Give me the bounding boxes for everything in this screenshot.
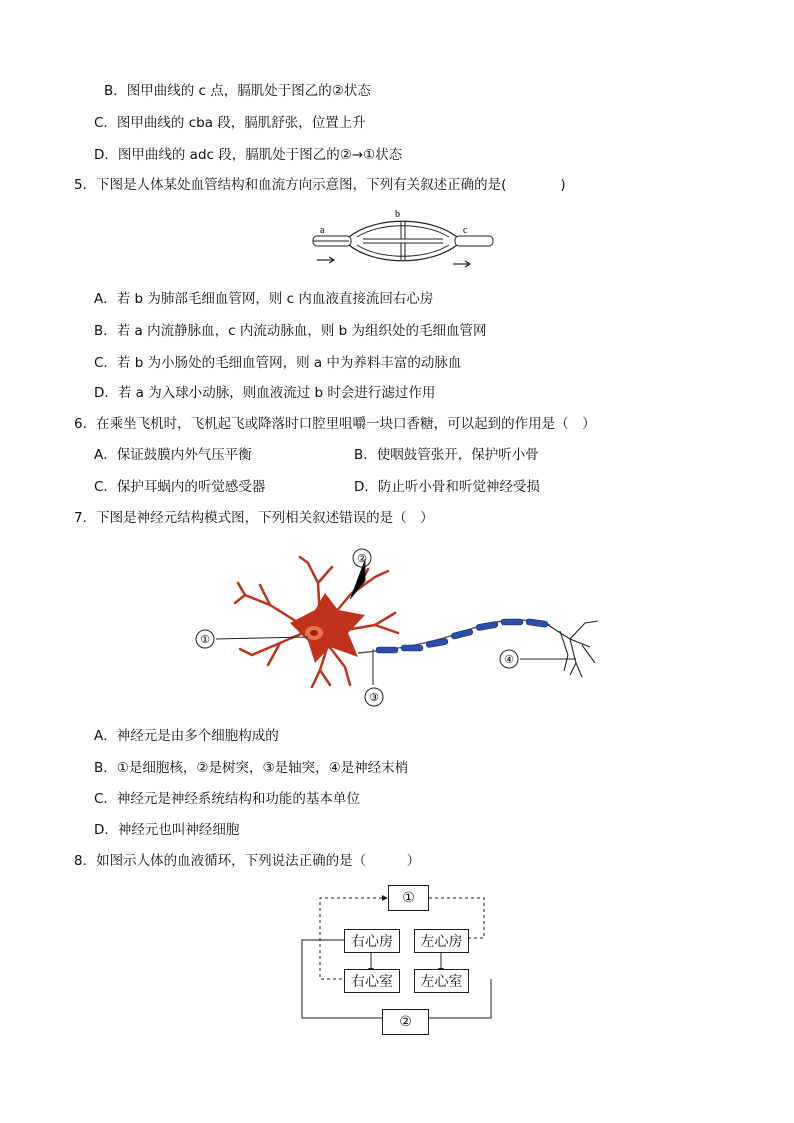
neuron-label-3: ③: [369, 691, 379, 704]
q6-option-a: A．保证鼓膜内外气压平衡: [94, 447, 252, 463]
q7-option-d: D．神经元也叫神经细胞: [94, 822, 240, 838]
label-b: b: [395, 209, 400, 220]
q7-stem: 7．下图是神经元结构模式图，下列相关叙述错误的是（ ）: [74, 510, 434, 526]
neuron-diagram: [190, 545, 610, 710]
q6-option-d: D．防止听小骨和听觉神经受损: [354, 479, 540, 495]
right-ventricle-box: 右心室: [344, 969, 400, 993]
circulation-box-2: ②: [382, 1009, 429, 1035]
q7-option-c: C．神经元是神经系统结构和功能的基本单位: [94, 791, 360, 807]
neuron-label-2: ②: [357, 552, 367, 565]
q7-option-b: B．①是细胞核，②是树突，③是轴突，④是神经末梢: [94, 760, 409, 776]
q5-option-c: C．若 b 为小肠处的毛细血管网，则 a 中为养料丰富的动脉血: [94, 355, 462, 371]
q8-stem: 8．如图示人体的血液循环，下列说法正确的是（ ）: [74, 853, 421, 869]
q6-option-c: C．保护耳蜗内的听觉感受器: [94, 479, 266, 495]
circulation-diagram: [298, 882, 498, 1040]
neuron-label-1: ①: [200, 633, 210, 646]
label-a: a: [320, 225, 325, 236]
q4-option-b: B．图甲曲线的 c 点，膈肌处于图乙的②状态: [104, 83, 371, 99]
right-atrium-box: 右心房: [344, 929, 400, 953]
left-atrium-box: 左心房: [414, 929, 469, 953]
q5-option-b: B．若 a 内流静脉血，c 内流动脉血，则 b 为组织处的毛细血管网: [94, 323, 487, 339]
label-c: c: [463, 225, 468, 236]
q5-option-a: A．若 b 为肺部毛细血管网，则 c 内血液直接流回右心房: [94, 291, 434, 307]
q5-stem: 5．下图是人体某处血管结构和血流方向示意图，下列有关叙述正确的是( ): [74, 177, 566, 193]
q4-option-d: D．图甲曲线的 adc 段，膈肌处于图乙的②→①状态: [94, 147, 403, 163]
blood-vessel-diagram: [305, 208, 500, 274]
circulation-box-1: ①: [388, 885, 429, 911]
neuron-label-4: ④: [504, 653, 514, 666]
q4-option-c: C．图甲曲线的 cba 段，膈肌舒张，位置上升: [94, 115, 366, 131]
q5-option-d: D．若 a 为入球小动脉，则血液流过 b 时会进行滤过作用: [94, 385, 436, 401]
left-ventricle-box: 左心室: [414, 969, 469, 993]
q6-stem: 6．在乘坐飞机时，飞机起飞或降落时口腔里咀嚼一块口香糖，可以起到的作用是（ ）: [74, 416, 596, 432]
q6-option-b: B．使咽鼓管张开，保护听小骨: [354, 447, 539, 463]
q7-option-a: A．神经元是由多个细胞构成的: [94, 728, 279, 744]
